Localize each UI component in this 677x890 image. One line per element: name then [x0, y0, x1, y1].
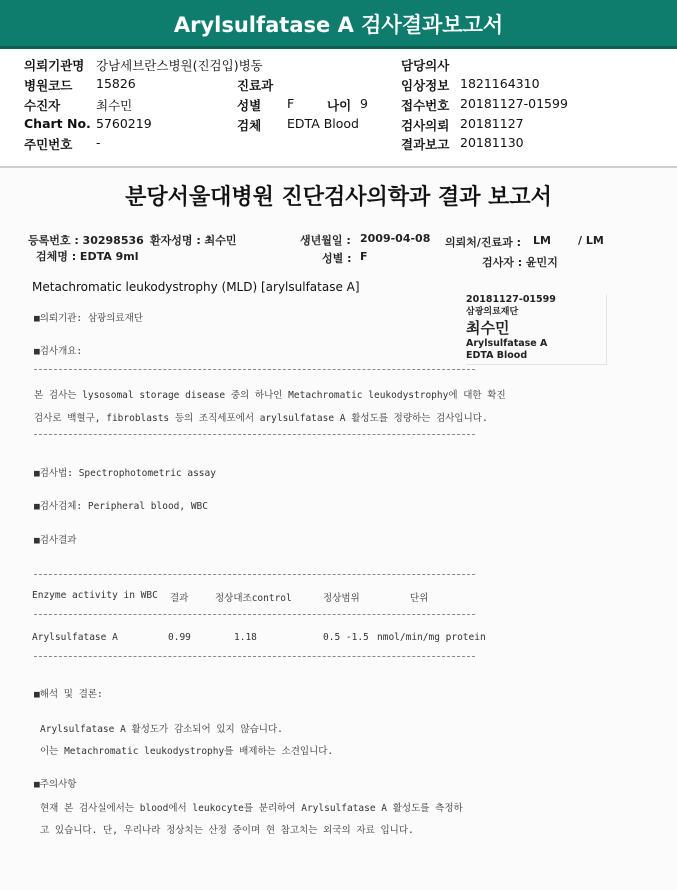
registration-number: 등록번호 : 30298536	[28, 234, 144, 247]
dob-value: 2009-04-08	[360, 232, 431, 245]
institution-value: 강남세브란스병원(진검입)병동	[96, 58, 263, 73]
report-sex-value: F	[360, 250, 368, 263]
hospital-code-value: 15826	[96, 76, 136, 91]
results-heading: ■검사결과	[34, 535, 77, 546]
overview-line-2: 검사로 백혈구, fibroblasts 등의 조직세포에서 arylsulfatase A 활성도를 정량하는 검사입니다.	[34, 413, 488, 424]
patient-value: 최수민	[96, 98, 133, 113]
receipt-value: 20181127-01599	[460, 96, 568, 111]
doctor-label: 담당의사	[401, 58, 450, 73]
dept-label: 진료과	[237, 78, 274, 93]
table-header-unit: 단위	[410, 593, 429, 604]
request-label: 검사의뢰	[401, 118, 450, 133]
divider	[34, 574, 475, 575]
dob-label: 생년월일 :	[300, 234, 351, 247]
sticker-specimen: EDTA Blood	[466, 350, 528, 361]
report-date-value: 20181130	[460, 135, 524, 150]
divider	[34, 434, 475, 435]
specimen-label: 검체	[237, 118, 262, 133]
patient-label: 수진자	[24, 98, 61, 113]
notes-heading: ■주의사항	[34, 779, 77, 790]
report-title-bar	[0, 0, 677, 49]
specimen-value: EDTA Blood	[287, 116, 359, 131]
chart-value: 5760219	[96, 116, 152, 131]
examiner: 검사자 : 윤민지	[482, 256, 558, 269]
specimen-name: 검체명 : EDTA 9ml	[36, 250, 139, 263]
overview-line-1: 본 검사는 lysosomal storage disease 중의 하나인 Metachromatic leukodystrophy에 대한 확진	[34, 390, 506, 401]
table-cell-enzyme: Arylsulfatase A	[32, 632, 118, 643]
hospital-code-label: 병원코드	[24, 78, 73, 93]
table-cell-result: 0.99	[168, 632, 191, 643]
interpretation-heading: ■해석 및 결론:	[34, 689, 103, 700]
rrn-value: -	[96, 135, 101, 150]
report-title: Arylsulfatase A 검사결과보고서	[173, 13, 504, 37]
sex-value: F	[287, 96, 295, 111]
method: ■검사법: Spectrophotometric assay	[34, 468, 216, 479]
requester-dept: / LM	[578, 234, 604, 247]
clinical-label: 임상정보	[401, 78, 450, 93]
notes-line-2: 고 있습니다. 단, 우리나라 정상치는 산정 중이며 현 참고치는 외국의 자료 입니다.	[40, 825, 414, 836]
table-header-result: 결과	[170, 593, 189, 604]
age-label: 나이	[327, 98, 352, 113]
specimen-label-sticker	[466, 294, 607, 365]
sticker-name: 최수민	[466, 319, 510, 337]
table-cell-range: 0.5 -1.5	[323, 632, 369, 643]
rrn-label: 주민번호	[24, 137, 73, 152]
divider	[34, 614, 475, 615]
scanned-report	[0, 166, 677, 890]
institution-label: 의뢰기관명	[24, 58, 85, 73]
table-header-enzyme: Enzyme activity in WBC	[32, 590, 158, 601]
patient-name: 환자성명 : 최수민	[150, 234, 237, 247]
sticker-org: 삼광의료재단	[466, 307, 519, 317]
request-value: 20181127	[460, 116, 524, 131]
table-header-control: 정상대조control	[215, 593, 292, 604]
requester-value: LM	[533, 234, 551, 247]
report-date-label: 결과보고	[401, 137, 450, 152]
scanned-report-title: 분당서울대병원 진단검사의학과 결과 보고서	[125, 185, 552, 210]
sample: ■검사검체: Peripheral blood, WBC	[34, 501, 208, 512]
table-cell-unit: nmol/min/mg protein	[377, 632, 486, 643]
sticker-number: 20181127-01599	[466, 294, 556, 305]
receipt-label: 접수번호	[401, 98, 450, 113]
sex-label: 성별	[237, 98, 262, 113]
request-org: ■의뢰기관: 삼광의료재단	[34, 313, 143, 324]
table-cell-control: 1.18	[234, 632, 257, 643]
notes-line-1: 현재 본 검사실에서는 blood에서 leukocyte를 분리하여 Arylsulfatase A 활성도를 측정하	[40, 803, 463, 814]
interpretation-line-1: Arylsulfatase A 활성도가 감소되어 있지 않습니다.	[40, 724, 283, 735]
report-sex-label: 성별 :	[322, 252, 352, 265]
table-header-range: 정상범위	[323, 593, 360, 604]
divider	[34, 656, 475, 657]
test-title: Metachromatic leukodystrophy (MLD) [arylsulfatase A]	[32, 280, 360, 294]
sticker-test: Arylsulfatase A	[466, 338, 548, 349]
divider	[34, 369, 475, 370]
age-value: 9	[360, 96, 368, 111]
requester-label: 의뢰처/진료과 :	[445, 236, 522, 249]
chart-label: Chart No.	[24, 116, 91, 131]
interpretation-line-2: 이는 Metachromatic leukodystrophy를 배제하는 소견입니다.	[40, 746, 334, 757]
overview-heading: ■검사개요:	[34, 346, 83, 357]
clinical-value: 1821164310	[460, 76, 540, 91]
